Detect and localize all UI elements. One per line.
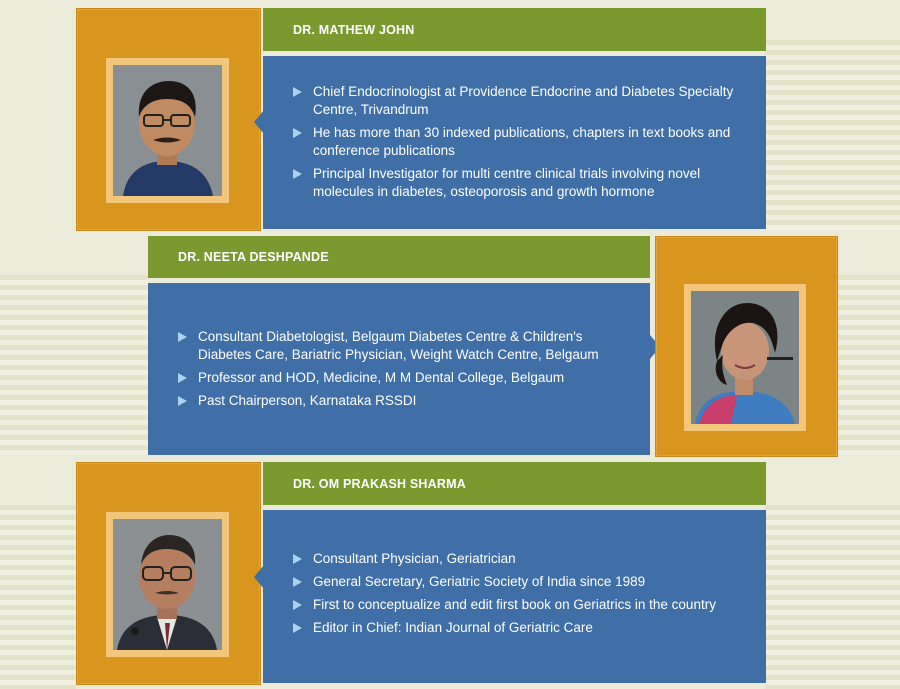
bio-item <box>178 369 626 387</box>
background-stripes <box>765 40 900 230</box>
doctor-name: DR. NEETA DESHPANDE <box>178 250 329 264</box>
bio-item-text: General Secretary, Geriatric Society of India since 1989 <box>313 574 646 589</box>
doctor-name-bar <box>263 8 766 51</box>
bio-item <box>293 124 742 160</box>
bio-item <box>178 328 626 364</box>
background-stripes <box>836 275 900 455</box>
bio-item-text: He has more than 30 indexed publications, chapters in text books and conference publications <box>313 125 731 158</box>
portrait-woman-icon <box>691 291 799 424</box>
bio-item-text: Professor and HOD, Medicine, M M Dental College, Belgaum <box>198 370 565 385</box>
triangle-bullet-icon <box>178 396 187 406</box>
triangle-bullet-icon <box>293 554 302 564</box>
triangle-bullet-icon <box>178 332 187 342</box>
bio-box <box>148 283 650 455</box>
doctor-name: DR. MATHEW JOHN <box>293 22 415 37</box>
doctor-name-bar <box>148 236 650 278</box>
bio-item <box>293 165 742 201</box>
background-stripes <box>765 505 900 689</box>
portrait-older-man-icon <box>113 519 222 650</box>
doctor-name-bar <box>263 462 766 505</box>
doctor-name: DR. OM PRAKASH SHARMA <box>293 476 466 491</box>
bio-item-text: First to conceptualize and edit first book on Geriatrics in the country <box>313 597 716 612</box>
bio-item-text: Consultant Physician, Geriatrician <box>313 551 516 566</box>
photo-mat <box>106 512 229 657</box>
bio-item-text: Principal Investigator for multi centre clinical trials involving novel molecules in diabetes, osteoporosis and growth hormone <box>313 166 701 199</box>
bio-item <box>293 83 742 119</box>
bio-item-text: Past Chairperson, Karnataka RSSDI <box>198 393 417 408</box>
bio-item <box>293 550 742 568</box>
triangle-bullet-icon <box>178 373 187 383</box>
photo-mat <box>684 284 806 431</box>
triangle-bullet-icon <box>293 600 302 610</box>
triangle-bullet-icon <box>293 128 302 138</box>
bio-item-text: Chief Endocrinologist at Providence Endocrine and Diabetes Specialty Centre, Trivandrum <box>313 84 734 117</box>
photo-mat <box>106 58 229 203</box>
bio-item-text: Editor in Chief: Indian Journal of Geriatric Care <box>313 620 593 635</box>
background-stripes <box>0 505 76 689</box>
triangle-bullet-icon <box>293 169 302 179</box>
bio-item <box>293 573 742 591</box>
bio-item <box>293 619 742 637</box>
triangle-bullet-icon <box>293 87 302 97</box>
bio-box <box>263 56 766 229</box>
background-stripes <box>0 275 148 455</box>
bio-item-text: Consultant Diabetologist, Belgaum Diabetes Centre & Children's Diabetes Care, Bariatric Physician, Weight Watch Centre, Belgaum <box>198 329 599 362</box>
triangle-bullet-icon <box>293 577 302 587</box>
portrait-man-glasses-icon <box>113 65 222 196</box>
bio-item <box>293 596 742 614</box>
bio-box <box>263 510 766 683</box>
triangle-bullet-icon <box>293 623 302 633</box>
bio-item <box>178 392 626 410</box>
